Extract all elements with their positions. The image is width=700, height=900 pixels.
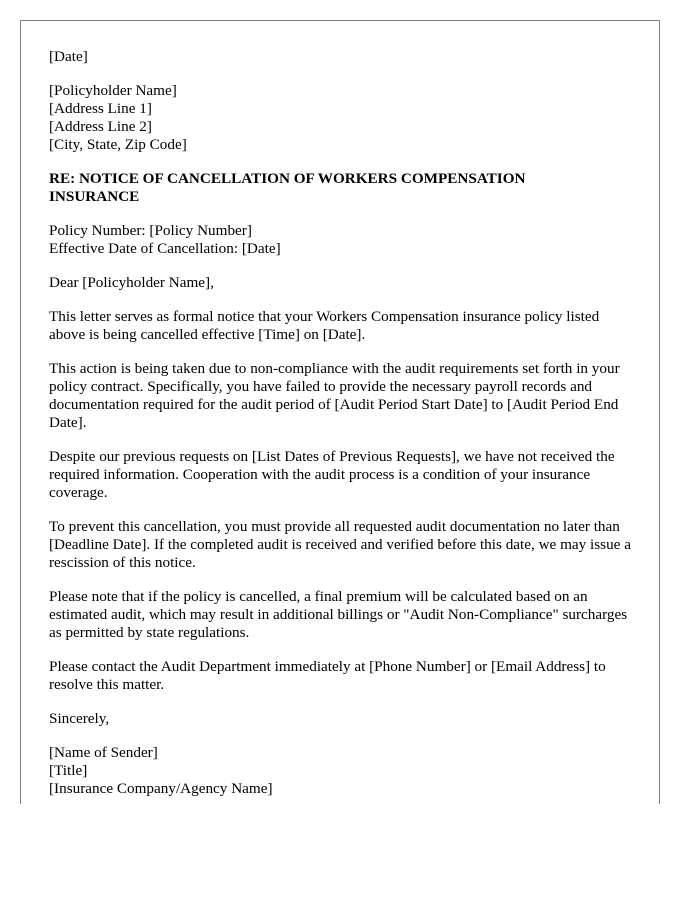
body-paragraph-previous-requests: Despite our previous requests on [List Dates of Previous Requests], we have not received the required information. Cooperation with the audit process is a condition of your insurance coverage. (49, 448, 615, 501)
sender-company: [Insurance Company/Agency Name] (49, 780, 273, 797)
letter-page (20, 20, 660, 804)
effective-date: Effective Date of Cancellation: [Date] (49, 240, 281, 257)
policy-details-block (49, 222, 631, 258)
body-paragraph-reason: This action is being taken due to non-compliance with the audit requirements set forth in your policy contract. Specifically, you have failed to provide the necessary payroll records and documentation required for the audit period of [Audit Period Start Date] to [Audit Period End Date]. (49, 360, 620, 431)
subject-heading-line-2: INSURANCE (49, 188, 140, 205)
recipient-address-line-1: [Address Line 1] (49, 100, 152, 117)
recipient-address-line-2: [Address Line 2] (49, 118, 152, 135)
policy-number: Policy Number: [Policy Number] (49, 222, 252, 239)
signature-block (49, 744, 631, 798)
subject-heading-line-1: RE: NOTICE OF CANCELLATION OF WORKERS COMPENSATION (49, 170, 526, 187)
closing: Sincerely, (49, 710, 110, 727)
recipient-name: [Policyholder Name] (49, 82, 177, 99)
letter-date-block (49, 48, 631, 66)
body-paragraph-contact: Please contact the Audit Department immediately at [Phone Number] or [Email Address] to resolve this matter. (49, 658, 606, 693)
subject-heading (49, 170, 631, 206)
sender-title: [Title] (49, 762, 88, 779)
sender-name: [Name of Sender] (49, 744, 158, 761)
body-paragraph-notice: This letter serves as formal notice that your Workers Compensation insurance policy listed above is being cancelled effective [Time] on [Date]. (49, 308, 600, 343)
letter-date: [Date] (49, 48, 88, 65)
recipient-address-block (49, 82, 631, 154)
recipient-city-state-zip: [City, State, Zip Code] (49, 136, 187, 153)
body-paragraph-premium-note: Please note that if the policy is cancelled, a final premium will be calculated based on an estimated audit, which may result in additional billings or "Audit Non-Compliance" surcharges as permitted by state regulations. (49, 588, 628, 641)
salutation: Dear [Policyholder Name], (49, 274, 214, 291)
body-paragraph-prevention: To prevent this cancellation, you must provide all requested audit documentation no later than [Deadline Date]. If the completed audit is received and verified before this date, we may issue a rescission of this notice. (49, 518, 631, 571)
